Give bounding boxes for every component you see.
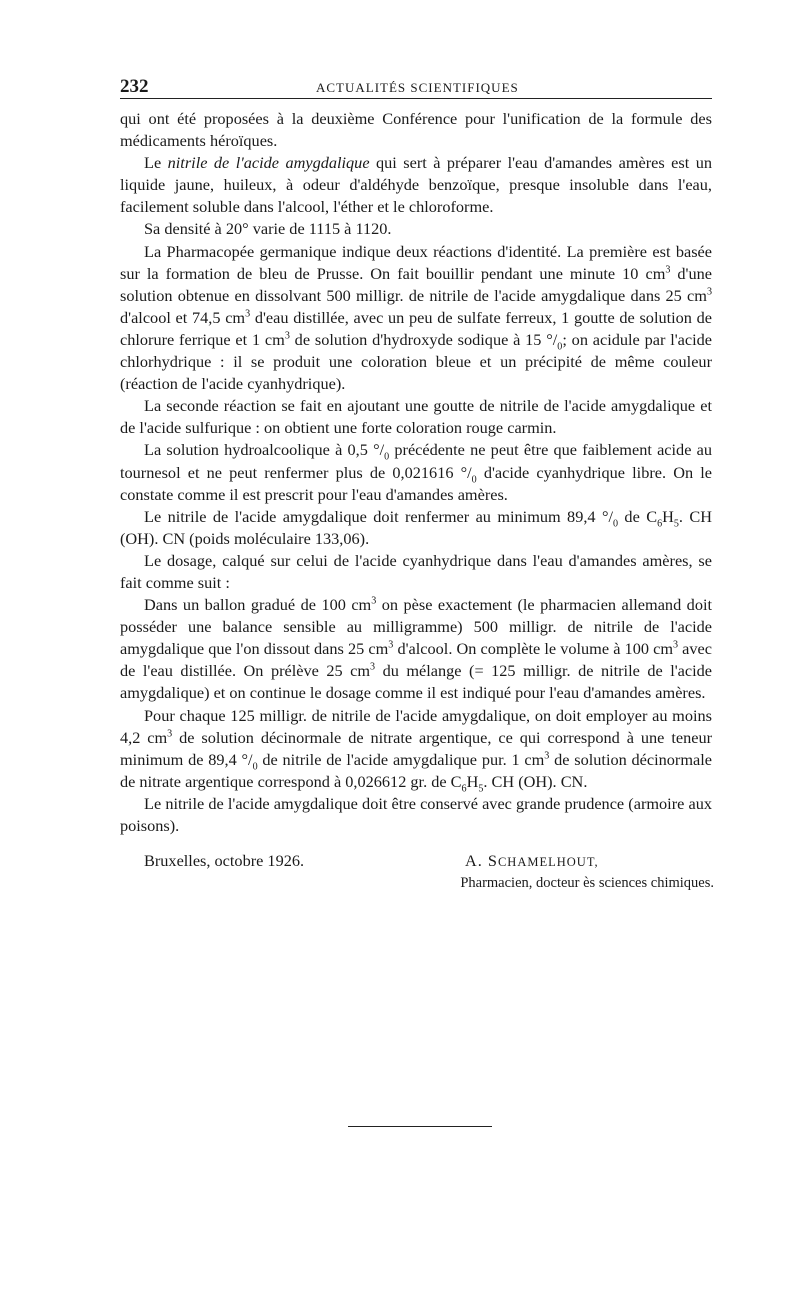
paragraph: Le nitrile de l'acide amygdalique doit être conservé avec grande prudence (armoire aux poisons). bbox=[120, 793, 712, 835]
page-header bbox=[120, 70, 712, 99]
paragraph: Dans un ballon gradué de 100 $cm^3$ on pèse exactement (le pharmacien allemand doit posséder une balance sensible au milligramme) 500 milligr. de nitrile de l'acide amygdalique que l'on dissout dans 25 $cm^3$ d'alcool. On complète le volume à 100 $cm^3$ avec de l'eau distillée. On prélève 25 $cm^3$ du mélange (= 125 milligr. de nitrile de l'acide amygdalique) et on continue le dosage comme il est indiqué pour l'eau d'amandes amères. bbox=[120, 595, 713, 703]
running-title: ACTUALITÉS SCIENTIFIQUES bbox=[316, 80, 519, 95]
paragraph: Le nitrile de l'acide amygdalique doit renfermer au minimum 89,4 $^\circ/_0$ de $C_6H_5$. CH (OH). CN (poids moléculaire 133,06). bbox=[120, 506, 713, 548]
signature-block bbox=[120, 851, 712, 901]
document-page bbox=[120, 70, 712, 901]
article-body bbox=[120, 108, 712, 837]
end-rule bbox=[348, 1126, 492, 1127]
place-date: Bruxelles, octobre 1926. bbox=[144, 851, 305, 871]
page-number: 232 bbox=[120, 76, 149, 97]
paragraph: Pour chaque 125 milligr. de nitrile de l'acide amygdalique, on doit employer au moins 4,2 $cm^3$ de solution décinormale de nitrate argentique, ce qui correspond à une teneur minimum de 89,4 $^\circ/_0$ de nitrile de l'acide amygdalique pur. 1 $cm^3$ de solution décinormale de nitrate argentique correspond à 0,026612 gr. de $C_6H_5$. CH (OH). CN. bbox=[120, 705, 713, 795]
paragraph: Sa densité à 20° varie de 1115 à 1120. bbox=[144, 219, 392, 239]
paragraph: La solution hydroalcoolique à 0,5 $^\circ/_0$ précédente ne peut être que faiblement acide au tournesol et ne peut renfermer plus de 0,021616 $^\circ/_0$ d'acide cyanhydrique libre. On le constate comme il est prescrit pour l'eau d'amandes amères. bbox=[120, 440, 712, 504]
paragraph: Le nitrile de l'acide amygdalique qui sert à préparer l'eau d'amandes amères est un liquide jaune, huileux, à odeur d'aldéhyde benzoïque, presque insoluble dans l'eau, facilement soluble dans l'alcool, l'éther et le chloroforme. bbox=[120, 153, 712, 217]
paragraph: qui ont été proposées à la deuxième Conférence pour l'unification de la formule des médicaments héroïques. bbox=[120, 109, 712, 151]
italic-term: nitrile de l'acide amygdalique bbox=[167, 153, 370, 173]
author-name: A. SCHAMELHOUT, bbox=[465, 851, 599, 871]
paragraph: La seconde réaction se fait en ajoutant une goutte de nitrile de l'acide amygdalique et de l'acide sulfurique : on obtient une forte coloration rouge carmin. bbox=[120, 396, 712, 438]
author-title: Pharmacien, docteur ès sciences chimiques. bbox=[460, 875, 714, 892]
paragraph: La Pharmacopée germanique indique deux réactions d'identité. La première est basée sur la formation de bleu de Prusse. On fait bouillir pendant une minute 10 $cm^3$ d'une solution obtenue en dissolvant 500 milligr. de nitrile de l'acide amygdalique dans 25 $cm^3$ d'alcool et 74,5 $cm^3$ d'eau distillée, avec un peu de sulfate ferreux, 1 goutte de solution de chlorure ferrique et 1 $cm^3$ de solution d'hydroxyde sodique à 15 $^\circ/_0$; on acidule par l'acide chlorhydrique : il se produit une coloration bleue et un précipité de même couleur (réaction de l'acide cyanhydrique). bbox=[120, 241, 713, 394]
paragraph: Le dosage, calqué sur celui de l'acide cyanhydrique dans l'eau d'amandes amères, se fait comme suit : bbox=[120, 550, 712, 592]
